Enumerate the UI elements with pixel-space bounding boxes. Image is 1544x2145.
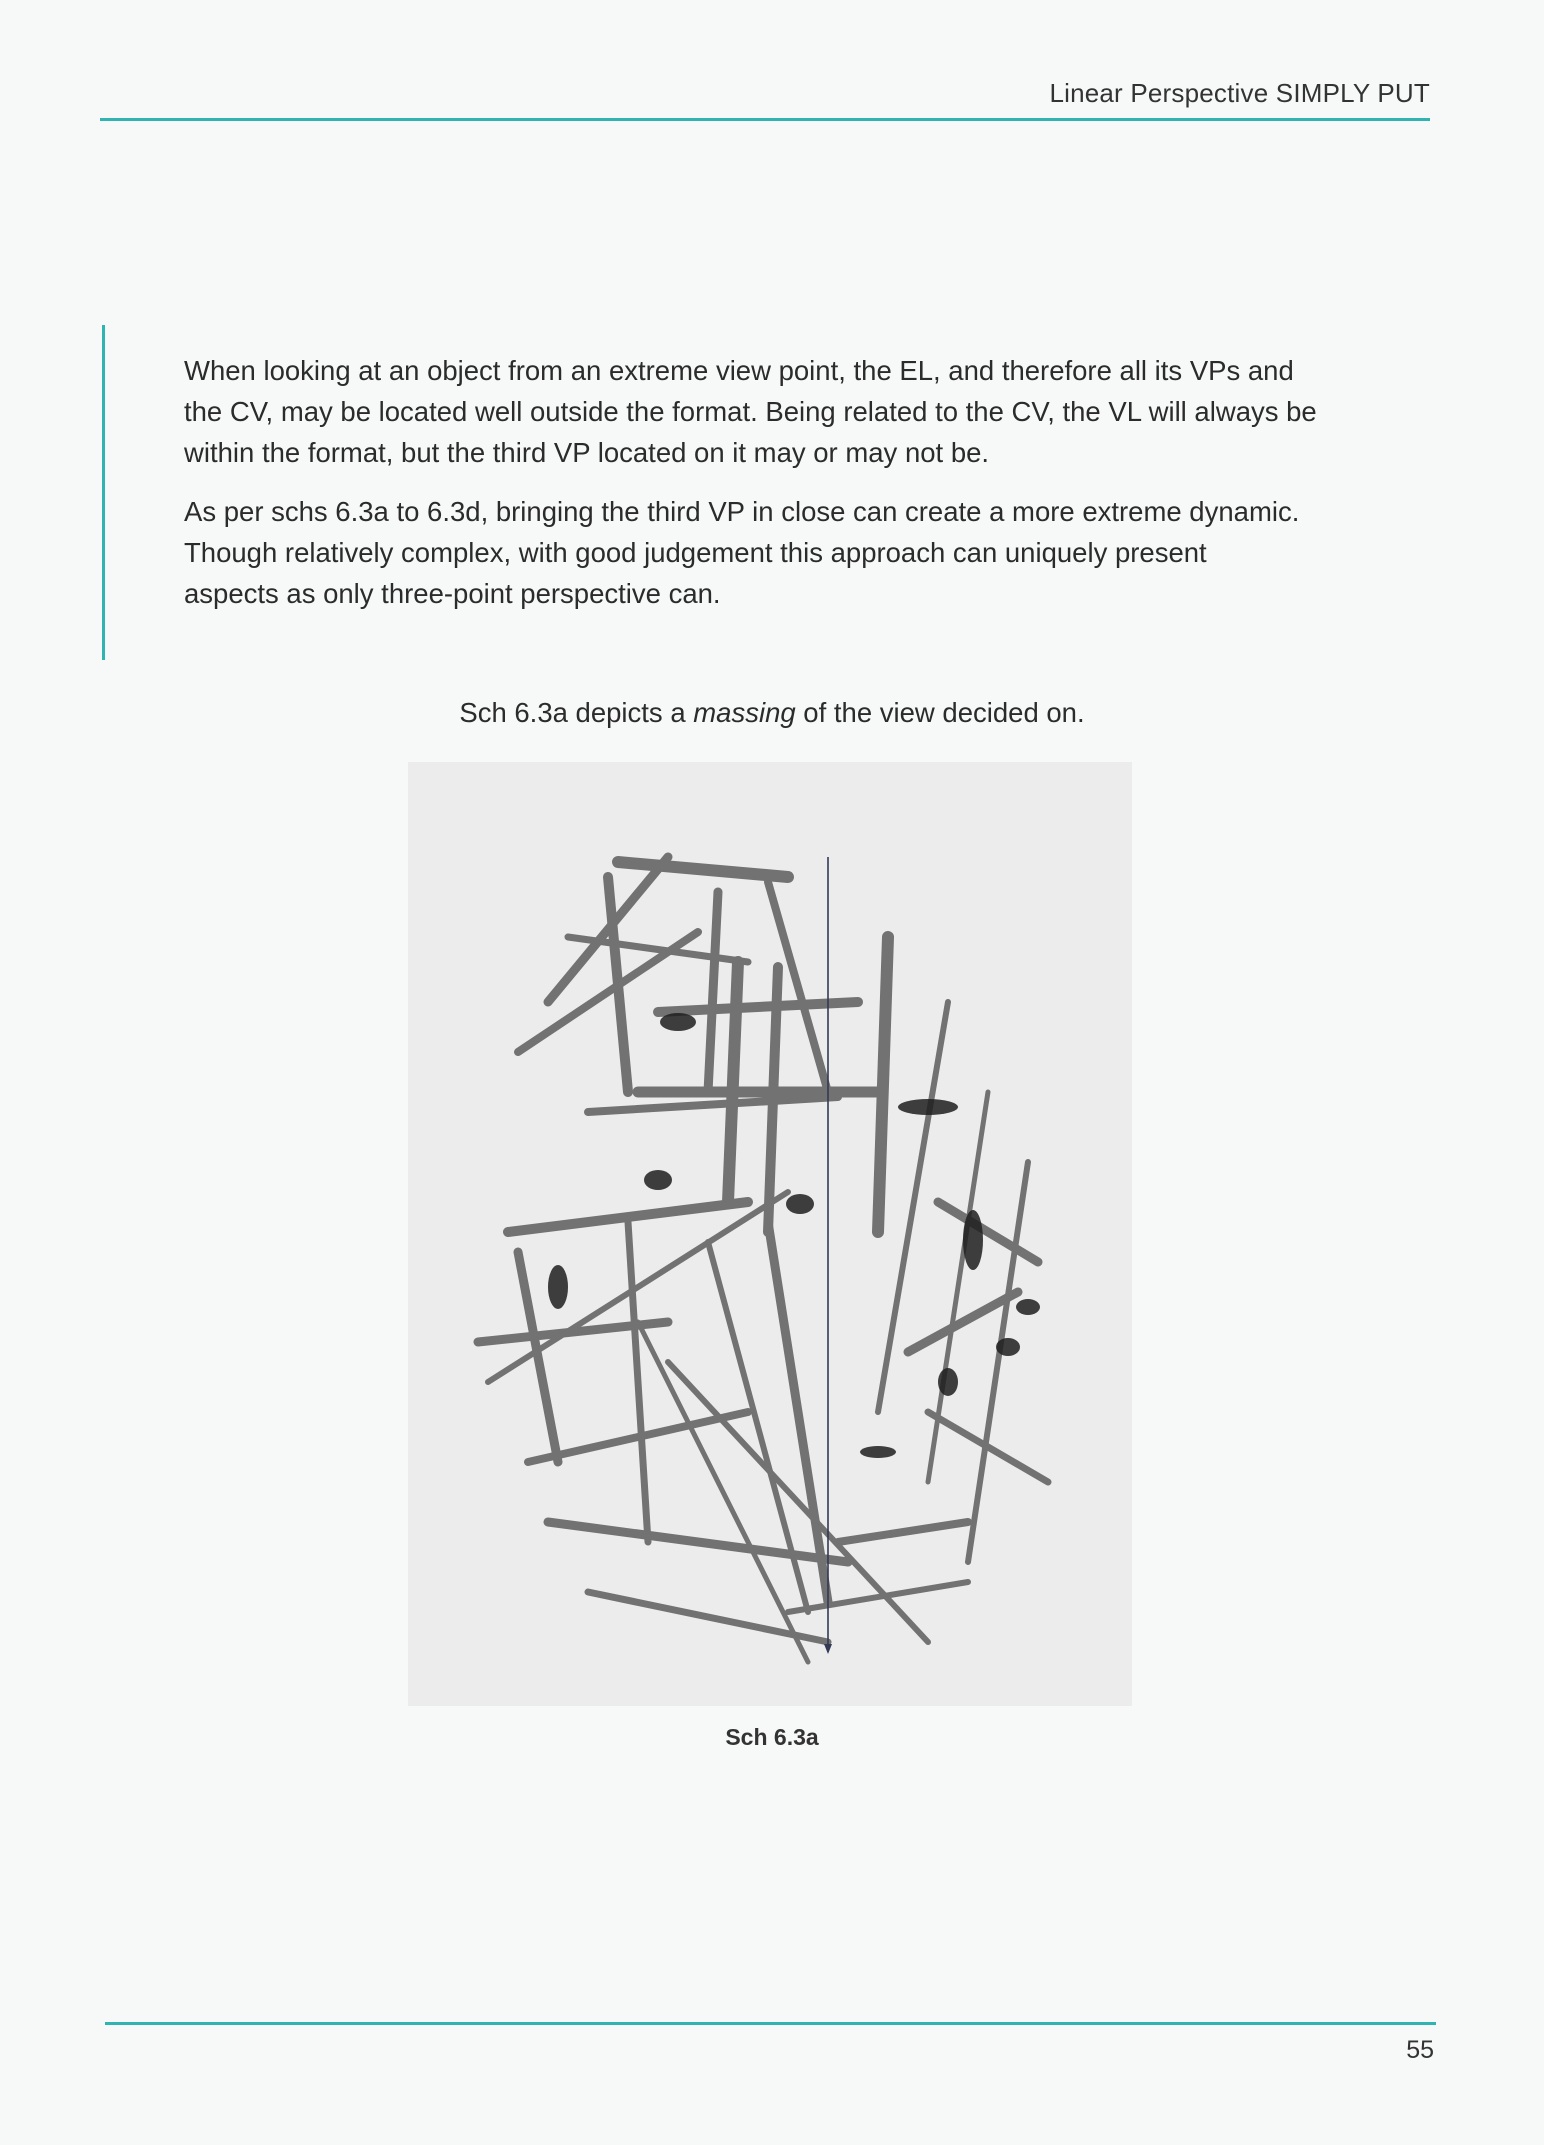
body-text (184, 350, 1364, 632)
page-number: 55 (1406, 2036, 1434, 2064)
massing-sketch (408, 762, 1132, 1706)
figure-intro-end: of the view decided on. (795, 697, 1085, 728)
running-head: Linear Perspective SIMPLY PUT (1049, 78, 1430, 108)
paragraph-1: When looking at an object from an extreme view point, the EL, and therefore all its VPs and the CV, may be located well outside the format. Being related to the CV, the VL will always be within the format, but the third VP located on it may or may not be. (184, 355, 1317, 468)
top-rule (100, 118, 1430, 121)
figure-intro-emphasis: massing (693, 697, 796, 728)
paragraph-2: As per schs 6.3a to 6.3d, bringing the third VP in close can create a more extreme dynamic. Though relatively complex, with good judgement this approach can uniquely present aspects as only three-point perspective can. (184, 496, 1300, 609)
margin-bar (102, 325, 105, 660)
bottom-rule (105, 2022, 1436, 2025)
figure-intro (0, 697, 1544, 729)
figure-sketch (408, 762, 1132, 1706)
figure-intro-start: Sch 6.3a depicts a (459, 697, 694, 728)
figure-caption: Sch 6.3a (725, 1724, 819, 1750)
